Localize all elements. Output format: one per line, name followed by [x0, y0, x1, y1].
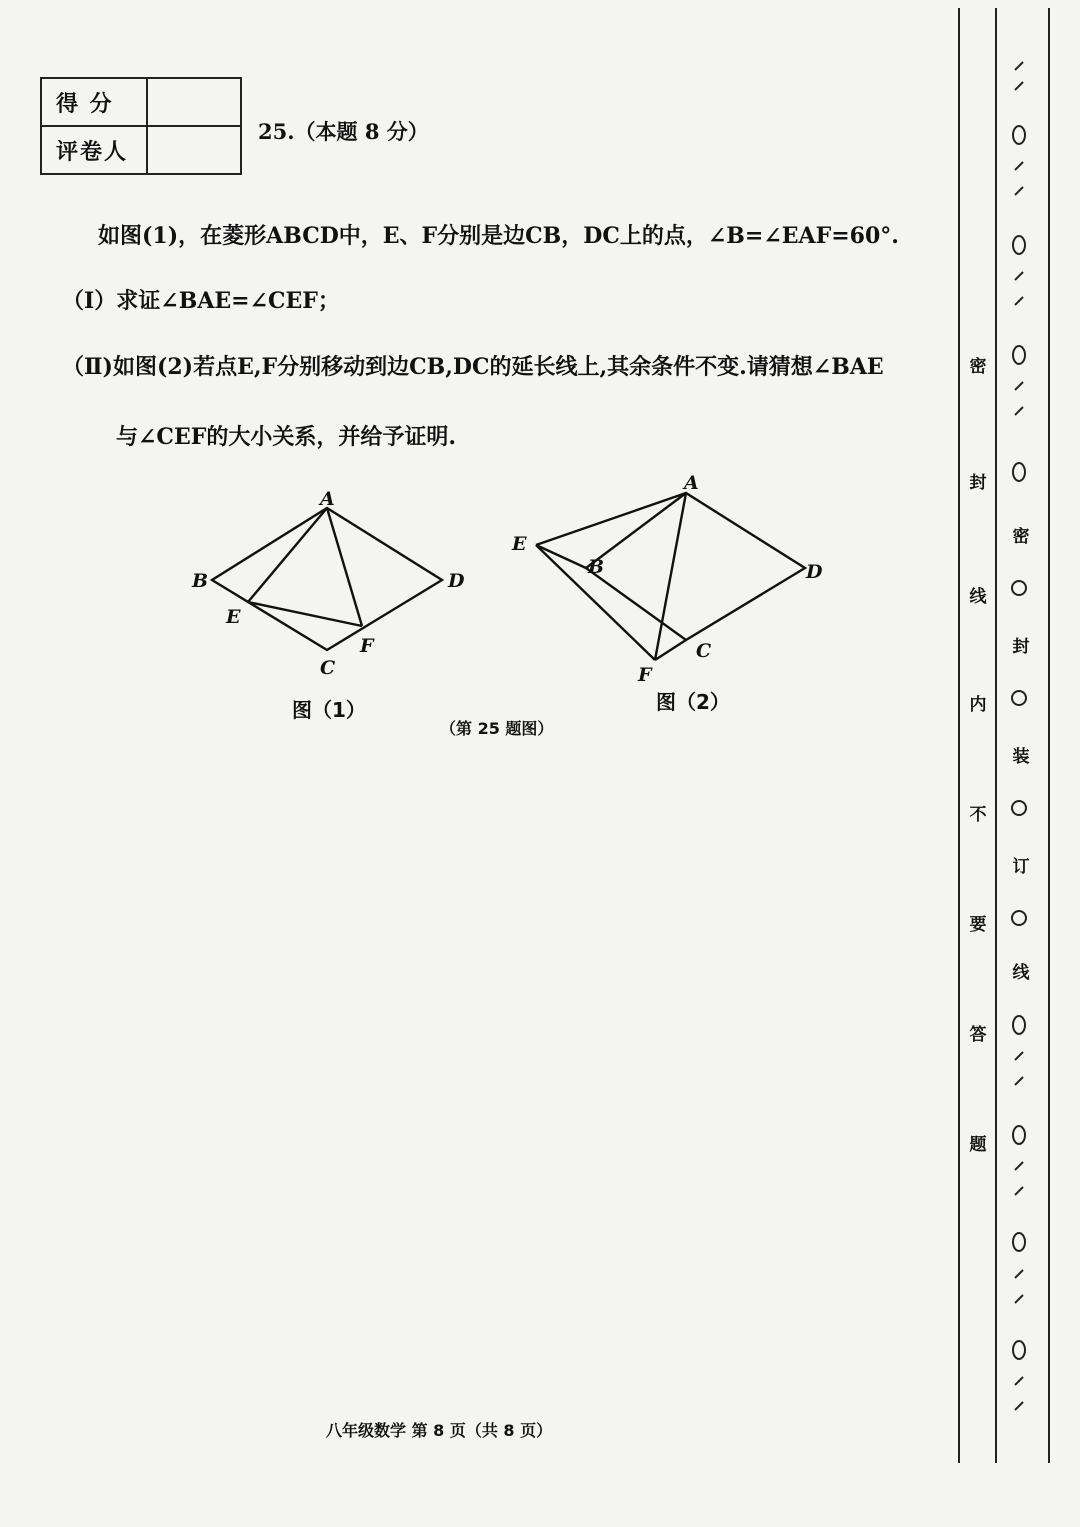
- binding-dash-pattern: [1005, 60, 1035, 1420]
- segment-ef: [248, 602, 362, 626]
- label-b: B: [588, 556, 605, 578]
- page-footer: 八年级数学 第 8 页（共 8 页）: [326, 1421, 553, 1440]
- binding-char: 封: [1012, 637, 1030, 657]
- segment-eb: [536, 545, 586, 568]
- label-a: A: [684, 472, 699, 494]
- figure-1: [180, 480, 480, 680]
- segment-cf: [655, 640, 686, 660]
- binding-char: 题: [969, 1135, 987, 1155]
- label-a: A: [320, 488, 335, 510]
- binding-line-mid: [995, 8, 997, 1463]
- grader-label: 评卷人: [41, 126, 147, 174]
- label-b: B: [192, 570, 209, 592]
- binding-char: 线: [969, 587, 987, 607]
- score-label: 得 分: [41, 78, 147, 126]
- figure-group-caption: （第 25 题图）: [440, 719, 554, 738]
- binding-char: 密: [969, 357, 987, 377]
- binding-char: 答: [969, 1025, 987, 1045]
- binding-char: 封: [969, 473, 987, 493]
- binding-char: 要: [969, 915, 987, 935]
- question-part-1: （Ⅰ）求证∠BAE=∠CEF；: [62, 288, 340, 314]
- binding-char: 订: [1012, 857, 1030, 877]
- label-c: C: [320, 657, 336, 679]
- label-f: F: [360, 635, 374, 657]
- binding-char: 内: [969, 695, 987, 715]
- label-c: C: [696, 640, 712, 662]
- figure-2-caption: 图（2）: [656, 690, 730, 714]
- label-e: E: [226, 606, 241, 628]
- binding-line-left: [958, 8, 960, 1463]
- grader-cell: [147, 126, 241, 174]
- binding-char: 装: [1012, 747, 1030, 767]
- rhombus-abcd: [212, 508, 442, 650]
- binding-char: 密: [1012, 527, 1030, 547]
- question-part-2: （Ⅱ)如图(2)若点E,F分别移动到边CB,DC的延长线上,其余条件不变.请猜想∠BAE: [62, 354, 884, 380]
- score-table: [40, 77, 242, 175]
- question-part-2-cont: 与∠CEF的大小关系，并给予证明.: [116, 424, 456, 450]
- figure-1-caption: 图（1）: [292, 698, 366, 722]
- label-f: F: [638, 664, 652, 685]
- segment-ae: [536, 493, 686, 545]
- figure-2: [500, 465, 840, 685]
- label-e: E: [512, 533, 527, 555]
- binding-char: 线: [1012, 963, 1030, 983]
- question-line-1: 如图(1)，在菱形ABCD中，E、F分别是边CB，DC上的点，∠B=∠EAF=60°.: [98, 223, 899, 249]
- score-cell: [147, 78, 241, 126]
- segment-af: [655, 493, 686, 660]
- label-d: D: [448, 570, 465, 592]
- label-d: D: [806, 561, 823, 583]
- binding-line-right: [1048, 8, 1050, 1463]
- binding-char: 不: [969, 805, 987, 825]
- question-number: 25.（本题 8 分）: [258, 119, 429, 144]
- segment-ae: [248, 508, 327, 602]
